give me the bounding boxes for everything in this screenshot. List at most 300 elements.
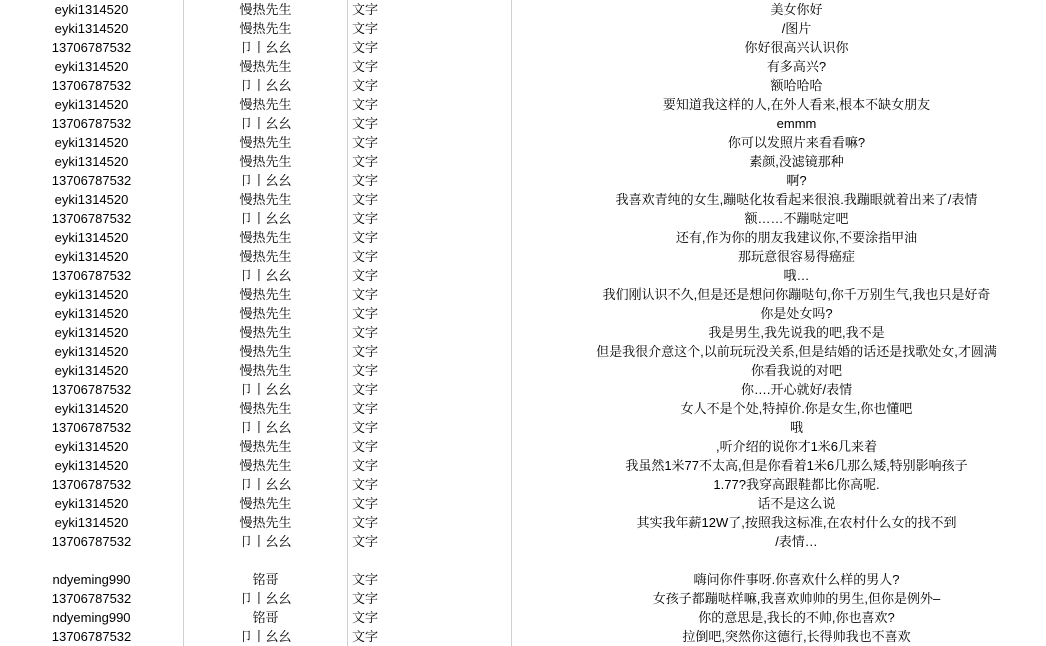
cell-nickname bbox=[184, 513, 348, 532]
cell-content-text: 话不是这么说 bbox=[516, 494, 1046, 513]
cell-account bbox=[0, 475, 184, 494]
cell-nickname bbox=[184, 551, 348, 570]
cell-content bbox=[512, 361, 1046, 380]
cell-nickname-text: 卩丨幺幺 bbox=[188, 171, 343, 190]
cell-msg-type bbox=[348, 190, 512, 209]
cell-nickname-text: 慢热先生 bbox=[188, 0, 343, 19]
cell-content-text: 女人不是个处,特掉价.你是女生,你也懂吧 bbox=[516, 399, 1046, 418]
cell-nickname bbox=[184, 380, 348, 399]
cell-account-text: eyki1314520 bbox=[4, 228, 179, 247]
cell-account bbox=[0, 437, 184, 456]
cell-msg-type bbox=[348, 627, 512, 646]
cell-content bbox=[512, 114, 1046, 133]
table-row bbox=[0, 342, 1046, 361]
cell-content-text: 拉倒吧,突然你这德行,长得帅我也不喜欢 bbox=[516, 627, 1046, 646]
cell-account bbox=[0, 285, 184, 304]
cell-nickname-text: 慢热先生 bbox=[188, 95, 343, 114]
table-row bbox=[0, 285, 1046, 304]
cell-content-text: 我们刚认识不久,但是还是想问你蹦哒句,你千万别生气,我也只是好奇 bbox=[516, 285, 1046, 304]
cell-nickname bbox=[184, 76, 348, 95]
cell-content bbox=[512, 285, 1046, 304]
cell-msg-type bbox=[348, 570, 512, 589]
cell-nickname bbox=[184, 285, 348, 304]
cell-content bbox=[512, 171, 1046, 190]
cell-msg-type-text: 文字 bbox=[352, 152, 507, 171]
cell-msg-type bbox=[348, 342, 512, 361]
table-row bbox=[0, 0, 1046, 19]
cell-msg-type-text: 文字 bbox=[352, 285, 507, 304]
cell-content bbox=[512, 38, 1046, 57]
cell-content bbox=[512, 418, 1046, 437]
table-row bbox=[0, 57, 1046, 76]
cell-account-text: eyki1314520 bbox=[4, 57, 179, 76]
cell-account-text: 13706787532 bbox=[4, 114, 179, 133]
cell-msg-type-text: 文字 bbox=[352, 418, 507, 437]
cell-content bbox=[512, 228, 1046, 247]
cell-content bbox=[512, 570, 1046, 589]
cell-content-text: 要知道我这样的人,在外人看来,根本不缺女朋友 bbox=[516, 95, 1046, 114]
cell-nickname bbox=[184, 456, 348, 475]
cell-nickname bbox=[184, 361, 348, 380]
cell-content bbox=[512, 342, 1046, 361]
cell-nickname-text: 卩丨幺幺 bbox=[188, 209, 343, 228]
cell-account bbox=[0, 551, 184, 570]
cell-account-text: 13706787532 bbox=[4, 209, 179, 228]
cell-account bbox=[0, 513, 184, 532]
cell-content bbox=[512, 532, 1046, 551]
cell-nickname-text: 卩丨幺幺 bbox=[188, 76, 343, 95]
cell-nickname bbox=[184, 266, 348, 285]
cell-content bbox=[512, 0, 1046, 19]
cell-content-text: 美女你好 bbox=[516, 0, 1046, 19]
cell-msg-type-text: 文字 bbox=[352, 589, 507, 608]
cell-msg-type-text: 文字 bbox=[352, 0, 507, 19]
cell-account bbox=[0, 95, 184, 114]
cell-account-text: 13706787532 bbox=[4, 627, 179, 646]
cell-msg-type bbox=[348, 152, 512, 171]
cell-nickname bbox=[184, 608, 348, 627]
cell-account bbox=[0, 532, 184, 551]
cell-content-text: 额哈哈哈 bbox=[516, 76, 1046, 95]
cell-nickname bbox=[184, 95, 348, 114]
table-row bbox=[0, 589, 1046, 608]
cell-content bbox=[512, 266, 1046, 285]
cell-content bbox=[512, 95, 1046, 114]
cell-content-text: 你的意思是,我长的不帅,你也喜欢? bbox=[516, 608, 1046, 627]
cell-content-text: 素颜,没滤镜那种 bbox=[516, 152, 1046, 171]
cell-account bbox=[0, 247, 184, 266]
table-row bbox=[0, 399, 1046, 418]
cell-content-text: 那玩意很容易得癌症 bbox=[516, 247, 1046, 266]
cell-account-text: 13706787532 bbox=[4, 532, 179, 551]
cell-nickname-text: 卩丨幺幺 bbox=[188, 532, 343, 551]
cell-content bbox=[512, 57, 1046, 76]
cell-content-text: 我虽然1米77不太高,但是你看着1米6几那么矮,特别影响孩子 bbox=[516, 456, 1046, 475]
cell-msg-type bbox=[348, 399, 512, 418]
cell-msg-type bbox=[348, 494, 512, 513]
cell-account bbox=[0, 361, 184, 380]
cell-msg-type-text: 文字 bbox=[352, 133, 507, 152]
cell-nickname-text: 卩丨幺幺 bbox=[188, 589, 343, 608]
cell-msg-type-text: 文字 bbox=[352, 76, 507, 95]
cell-msg-type bbox=[348, 209, 512, 228]
cell-content bbox=[512, 380, 1046, 399]
cell-account-text: 13706787532 bbox=[4, 266, 179, 285]
cell-msg-type-text: 文字 bbox=[352, 532, 507, 551]
cell-content bbox=[512, 323, 1046, 342]
cell-nickname-text: 铭哥 bbox=[188, 570, 343, 589]
cell-nickname-text: 卩丨幺幺 bbox=[188, 114, 343, 133]
cell-account-text: 13706787532 bbox=[4, 38, 179, 57]
cell-account-text: eyki1314520 bbox=[4, 190, 179, 209]
cell-account bbox=[0, 456, 184, 475]
cell-msg-type-text: 文字 bbox=[352, 209, 507, 228]
cell-msg-type-text: 文字 bbox=[352, 399, 507, 418]
cell-account-text: eyki1314520 bbox=[4, 399, 179, 418]
cell-msg-type-text: 文字 bbox=[352, 266, 507, 285]
cell-msg-type bbox=[348, 38, 512, 57]
cell-nickname bbox=[184, 228, 348, 247]
cell-content bbox=[512, 152, 1046, 171]
cell-nickname bbox=[184, 190, 348, 209]
cell-msg-type-text: 文字 bbox=[352, 437, 507, 456]
cell-nickname bbox=[184, 57, 348, 76]
cell-nickname bbox=[184, 323, 348, 342]
cell-content-text: 你看我说的对吧 bbox=[516, 361, 1046, 380]
cell-account bbox=[0, 133, 184, 152]
cell-nickname-text: 卩丨幺幺 bbox=[188, 627, 343, 646]
cell-msg-type bbox=[348, 456, 512, 475]
cell-account-text: 13706787532 bbox=[4, 418, 179, 437]
cell-content bbox=[512, 551, 1046, 570]
cell-account bbox=[0, 190, 184, 209]
cell-msg-type-text: 文字 bbox=[352, 190, 507, 209]
cell-msg-type-text: 文字 bbox=[352, 475, 507, 494]
cell-msg-type bbox=[348, 285, 512, 304]
cell-account-text: eyki1314520 bbox=[4, 323, 179, 342]
cell-account-text: 13706787532 bbox=[4, 589, 179, 608]
cell-msg-type bbox=[348, 19, 512, 38]
cell-content-text: 1.77?我穿高跟鞋都比你高呢. bbox=[516, 475, 1046, 494]
cell-msg-type bbox=[348, 532, 512, 551]
cell-account bbox=[0, 76, 184, 95]
cell-msg-type bbox=[348, 304, 512, 323]
table-row bbox=[0, 19, 1046, 38]
table-row bbox=[0, 380, 1046, 399]
cell-nickname-text: 卩丨幺幺 bbox=[188, 266, 343, 285]
cell-msg-type-text: 文字 bbox=[352, 608, 507, 627]
cell-account-text: eyki1314520 bbox=[4, 513, 179, 532]
cell-nickname-text: 慢热先生 bbox=[188, 323, 343, 342]
cell-nickname bbox=[184, 304, 348, 323]
cell-nickname bbox=[184, 209, 348, 228]
cell-account bbox=[0, 19, 184, 38]
cell-nickname-text: 慢热先生 bbox=[188, 361, 343, 380]
cell-nickname bbox=[184, 437, 348, 456]
cell-account-text: eyki1314520 bbox=[4, 361, 179, 380]
cell-content-text: 额……不蹦哒定吧 bbox=[516, 209, 1046, 228]
cell-msg-type bbox=[348, 57, 512, 76]
table-row bbox=[0, 456, 1046, 475]
cell-msg-type bbox=[348, 361, 512, 380]
cell-msg-type bbox=[348, 114, 512, 133]
cell-msg-type bbox=[348, 266, 512, 285]
cell-account-text: 13706787532 bbox=[4, 76, 179, 95]
table-row bbox=[0, 513, 1046, 532]
table-row bbox=[0, 418, 1046, 437]
cell-msg-type bbox=[348, 133, 512, 152]
cell-content bbox=[512, 475, 1046, 494]
cell-msg-type bbox=[348, 551, 512, 570]
cell-nickname-text: 慢热先生 bbox=[188, 342, 343, 361]
cell-nickname bbox=[184, 133, 348, 152]
cell-account bbox=[0, 494, 184, 513]
cell-account-text: eyki1314520 bbox=[4, 152, 179, 171]
cell-account bbox=[0, 608, 184, 627]
cell-msg-type bbox=[348, 475, 512, 494]
cell-nickname bbox=[184, 570, 348, 589]
cell-msg-type bbox=[348, 0, 512, 19]
cell-content-text: 哦… bbox=[516, 266, 1046, 285]
cell-account bbox=[0, 570, 184, 589]
cell-msg-type-text: 文字 bbox=[352, 57, 507, 76]
cell-content-text: 其实我年薪12W了,按照我这标准,在农村什么女的找不到 bbox=[516, 513, 1046, 532]
cell-content-text: 你好很高兴认识你 bbox=[516, 38, 1046, 57]
cell-nickname-text: 慢热先生 bbox=[188, 228, 343, 247]
cell-msg-type bbox=[348, 418, 512, 437]
table-row bbox=[0, 570, 1046, 589]
cell-msg-type-text: 文字 bbox=[352, 171, 507, 190]
table-row bbox=[0, 190, 1046, 209]
cell-content bbox=[512, 513, 1046, 532]
cell-nickname-text: 慢热先生 bbox=[188, 247, 343, 266]
cell-account-text: eyki1314520 bbox=[4, 285, 179, 304]
cell-nickname-text: 慢热先生 bbox=[188, 513, 343, 532]
cell-nickname bbox=[184, 247, 348, 266]
cell-account-text: eyki1314520 bbox=[4, 95, 179, 114]
cell-nickname-text: 卩丨幺幺 bbox=[188, 418, 343, 437]
table-row bbox=[0, 627, 1046, 646]
cell-content-text: ,听介绍的说你才1米6几来着 bbox=[516, 437, 1046, 456]
cell-nickname-text: 慢热先生 bbox=[188, 190, 343, 209]
cell-msg-type bbox=[348, 95, 512, 114]
cell-account bbox=[0, 418, 184, 437]
cell-nickname bbox=[184, 114, 348, 133]
cell-msg-type-text: 文字 bbox=[352, 513, 507, 532]
cell-content-text: 你….开心就好/表情 bbox=[516, 380, 1046, 399]
cell-msg-type bbox=[348, 608, 512, 627]
cell-msg-type bbox=[348, 513, 512, 532]
cell-nickname-text: 卩丨幺幺 bbox=[188, 475, 343, 494]
cell-nickname bbox=[184, 38, 348, 57]
cell-account bbox=[0, 304, 184, 323]
table-row bbox=[0, 532, 1046, 551]
cell-content bbox=[512, 589, 1046, 608]
table-row bbox=[0, 209, 1046, 228]
cell-account-text: ndyeming990 bbox=[4, 570, 179, 589]
cell-account bbox=[0, 57, 184, 76]
cell-account bbox=[0, 171, 184, 190]
cell-msg-type-text: 文字 bbox=[352, 114, 507, 133]
cell-account bbox=[0, 0, 184, 19]
cell-content bbox=[512, 437, 1046, 456]
cell-msg-type-text: 文字 bbox=[352, 627, 507, 646]
table-row bbox=[0, 114, 1046, 133]
cell-content-text: emmm bbox=[516, 114, 1046, 133]
cell-account-text: eyki1314520 bbox=[4, 342, 179, 361]
cell-nickname-text: 慢热先生 bbox=[188, 399, 343, 418]
cell-msg-type-text: 文字 bbox=[352, 323, 507, 342]
cell-msg-type-text: 文字 bbox=[352, 494, 507, 513]
cell-account-text: ndyeming990 bbox=[4, 608, 179, 627]
cell-account bbox=[0, 380, 184, 399]
cell-content-text: 有多高兴? bbox=[516, 57, 1046, 76]
cell-content bbox=[512, 247, 1046, 266]
cell-content-text: /图片 bbox=[516, 19, 1046, 38]
cell-content bbox=[512, 456, 1046, 475]
cell-account-text: eyki1314520 bbox=[4, 437, 179, 456]
cell-msg-type-text: 文字 bbox=[352, 304, 507, 323]
cell-content bbox=[512, 627, 1046, 646]
cell-account-text: eyki1314520 bbox=[4, 19, 179, 38]
cell-msg-type-text: 文字 bbox=[352, 19, 507, 38]
cell-content bbox=[512, 494, 1046, 513]
table-row bbox=[0, 228, 1046, 247]
cell-content bbox=[512, 76, 1046, 95]
cell-msg-type bbox=[348, 228, 512, 247]
cell-nickname bbox=[184, 532, 348, 551]
cell-nickname-text: 慢热先生 bbox=[188, 19, 343, 38]
cell-content-text: /表情… bbox=[516, 532, 1046, 551]
cell-nickname-text: 慢热先生 bbox=[188, 133, 343, 152]
cell-account-text: 13706787532 bbox=[4, 380, 179, 399]
cell-content bbox=[512, 608, 1046, 627]
cell-account-text: 13706787532 bbox=[4, 171, 179, 190]
cell-nickname bbox=[184, 19, 348, 38]
cell-msg-type bbox=[348, 380, 512, 399]
cell-account-text: 13706787532 bbox=[4, 475, 179, 494]
cell-nickname-text: 慢热先生 bbox=[188, 57, 343, 76]
cell-nickname bbox=[184, 494, 348, 513]
cell-account bbox=[0, 228, 184, 247]
cell-account bbox=[0, 589, 184, 608]
cell-content bbox=[512, 399, 1046, 418]
cell-account bbox=[0, 152, 184, 171]
cell-msg-type-text: 文字 bbox=[352, 342, 507, 361]
cell-msg-type-text: 文字 bbox=[352, 361, 507, 380]
cell-msg-type-text: 文字 bbox=[352, 456, 507, 475]
cell-account bbox=[0, 399, 184, 418]
cell-nickname-text: 慢热先生 bbox=[188, 494, 343, 513]
cell-content bbox=[512, 19, 1046, 38]
cell-nickname bbox=[184, 0, 348, 19]
cell-account bbox=[0, 266, 184, 285]
cell-content-text: 还有,作为你的朋友我建议你,不要涂指甲油 bbox=[516, 228, 1046, 247]
cell-nickname bbox=[184, 589, 348, 608]
cell-msg-type-text: 文字 bbox=[352, 247, 507, 266]
cell-msg-type bbox=[348, 171, 512, 190]
table-row-blank bbox=[0, 551, 1046, 570]
table-row bbox=[0, 38, 1046, 57]
cell-account bbox=[0, 114, 184, 133]
cell-nickname-text: 铭哥 bbox=[188, 608, 343, 627]
table-row bbox=[0, 76, 1046, 95]
table-row bbox=[0, 95, 1046, 114]
cell-content-text: 啊? bbox=[516, 171, 1046, 190]
cell-content-text: 哦 bbox=[516, 418, 1046, 437]
cell-msg-type-text: 文字 bbox=[352, 95, 507, 114]
table-row bbox=[0, 304, 1046, 323]
table-row bbox=[0, 494, 1046, 513]
cell-content-text: 我喜欢青纯的女生,蹦哒化妆看起来很浪.我蹦眼就着出来了/表情 bbox=[516, 190, 1046, 209]
cell-content-text: 我是男生,我先说我的吧,我不是 bbox=[516, 323, 1046, 342]
cell-content bbox=[512, 190, 1046, 209]
cell-nickname-text: 卩丨幺幺 bbox=[188, 38, 343, 57]
cell-msg-type-text: 文字 bbox=[352, 570, 507, 589]
cell-msg-type bbox=[348, 589, 512, 608]
cell-nickname-text: 慢热先生 bbox=[188, 285, 343, 304]
table-row bbox=[0, 323, 1046, 342]
cell-msg-type bbox=[348, 247, 512, 266]
cell-nickname bbox=[184, 418, 348, 437]
table-row bbox=[0, 133, 1046, 152]
table-row bbox=[0, 361, 1046, 380]
cell-msg-type-text: 文字 bbox=[352, 228, 507, 247]
cell-content-text: 你可以发照片来看看嘛? bbox=[516, 133, 1046, 152]
cell-account-text: eyki1314520 bbox=[4, 247, 179, 266]
cell-content-text: 但是我很介意这个,以前玩玩没关系,但是结婚的话还是找歌处女,才圆满 bbox=[516, 342, 1046, 361]
cell-nickname bbox=[184, 627, 348, 646]
cell-nickname-text: 慢热先生 bbox=[188, 152, 343, 171]
cell-account-text: eyki1314520 bbox=[4, 456, 179, 475]
cell-account-text: eyki1314520 bbox=[4, 304, 179, 323]
cell-content bbox=[512, 133, 1046, 152]
table-row bbox=[0, 608, 1046, 627]
cell-account-text: eyki1314520 bbox=[4, 133, 179, 152]
cell-msg-type bbox=[348, 76, 512, 95]
cell-nickname-text: 慢热先生 bbox=[188, 304, 343, 323]
cell-content-text: 嗨问你件事呀.你喜欢什么样的男人? bbox=[516, 570, 1046, 589]
cell-msg-type bbox=[348, 323, 512, 342]
cell-content bbox=[512, 304, 1046, 323]
table-row bbox=[0, 247, 1046, 266]
table-row bbox=[0, 171, 1046, 190]
cell-nickname bbox=[184, 152, 348, 171]
cell-nickname bbox=[184, 399, 348, 418]
cell-account bbox=[0, 627, 184, 646]
cell-account-text: eyki1314520 bbox=[4, 0, 179, 19]
table-row bbox=[0, 475, 1046, 494]
cell-nickname-text: 卩丨幺幺 bbox=[188, 380, 343, 399]
cell-account bbox=[0, 342, 184, 361]
cell-nickname bbox=[184, 342, 348, 361]
cell-account bbox=[0, 323, 184, 342]
cell-msg-type bbox=[348, 437, 512, 456]
cell-nickname-text: 慢热先生 bbox=[188, 456, 343, 475]
cell-nickname bbox=[184, 475, 348, 494]
cell-content-text: 你是处女吗? bbox=[516, 304, 1046, 323]
cell-account-text: eyki1314520 bbox=[4, 494, 179, 513]
table-row bbox=[0, 437, 1046, 456]
cell-account bbox=[0, 38, 184, 57]
cell-nickname-text: 慢热先生 bbox=[188, 437, 343, 456]
cell-msg-type-text: 文字 bbox=[352, 38, 507, 57]
table-row bbox=[0, 152, 1046, 171]
cell-msg-type-text: 文字 bbox=[352, 380, 507, 399]
cell-account bbox=[0, 209, 184, 228]
table-row bbox=[0, 266, 1046, 285]
cell-content-text: 女孩子都蹦哒样嘛,我喜欢帅帅的男生,但你是例外– bbox=[516, 589, 1046, 608]
